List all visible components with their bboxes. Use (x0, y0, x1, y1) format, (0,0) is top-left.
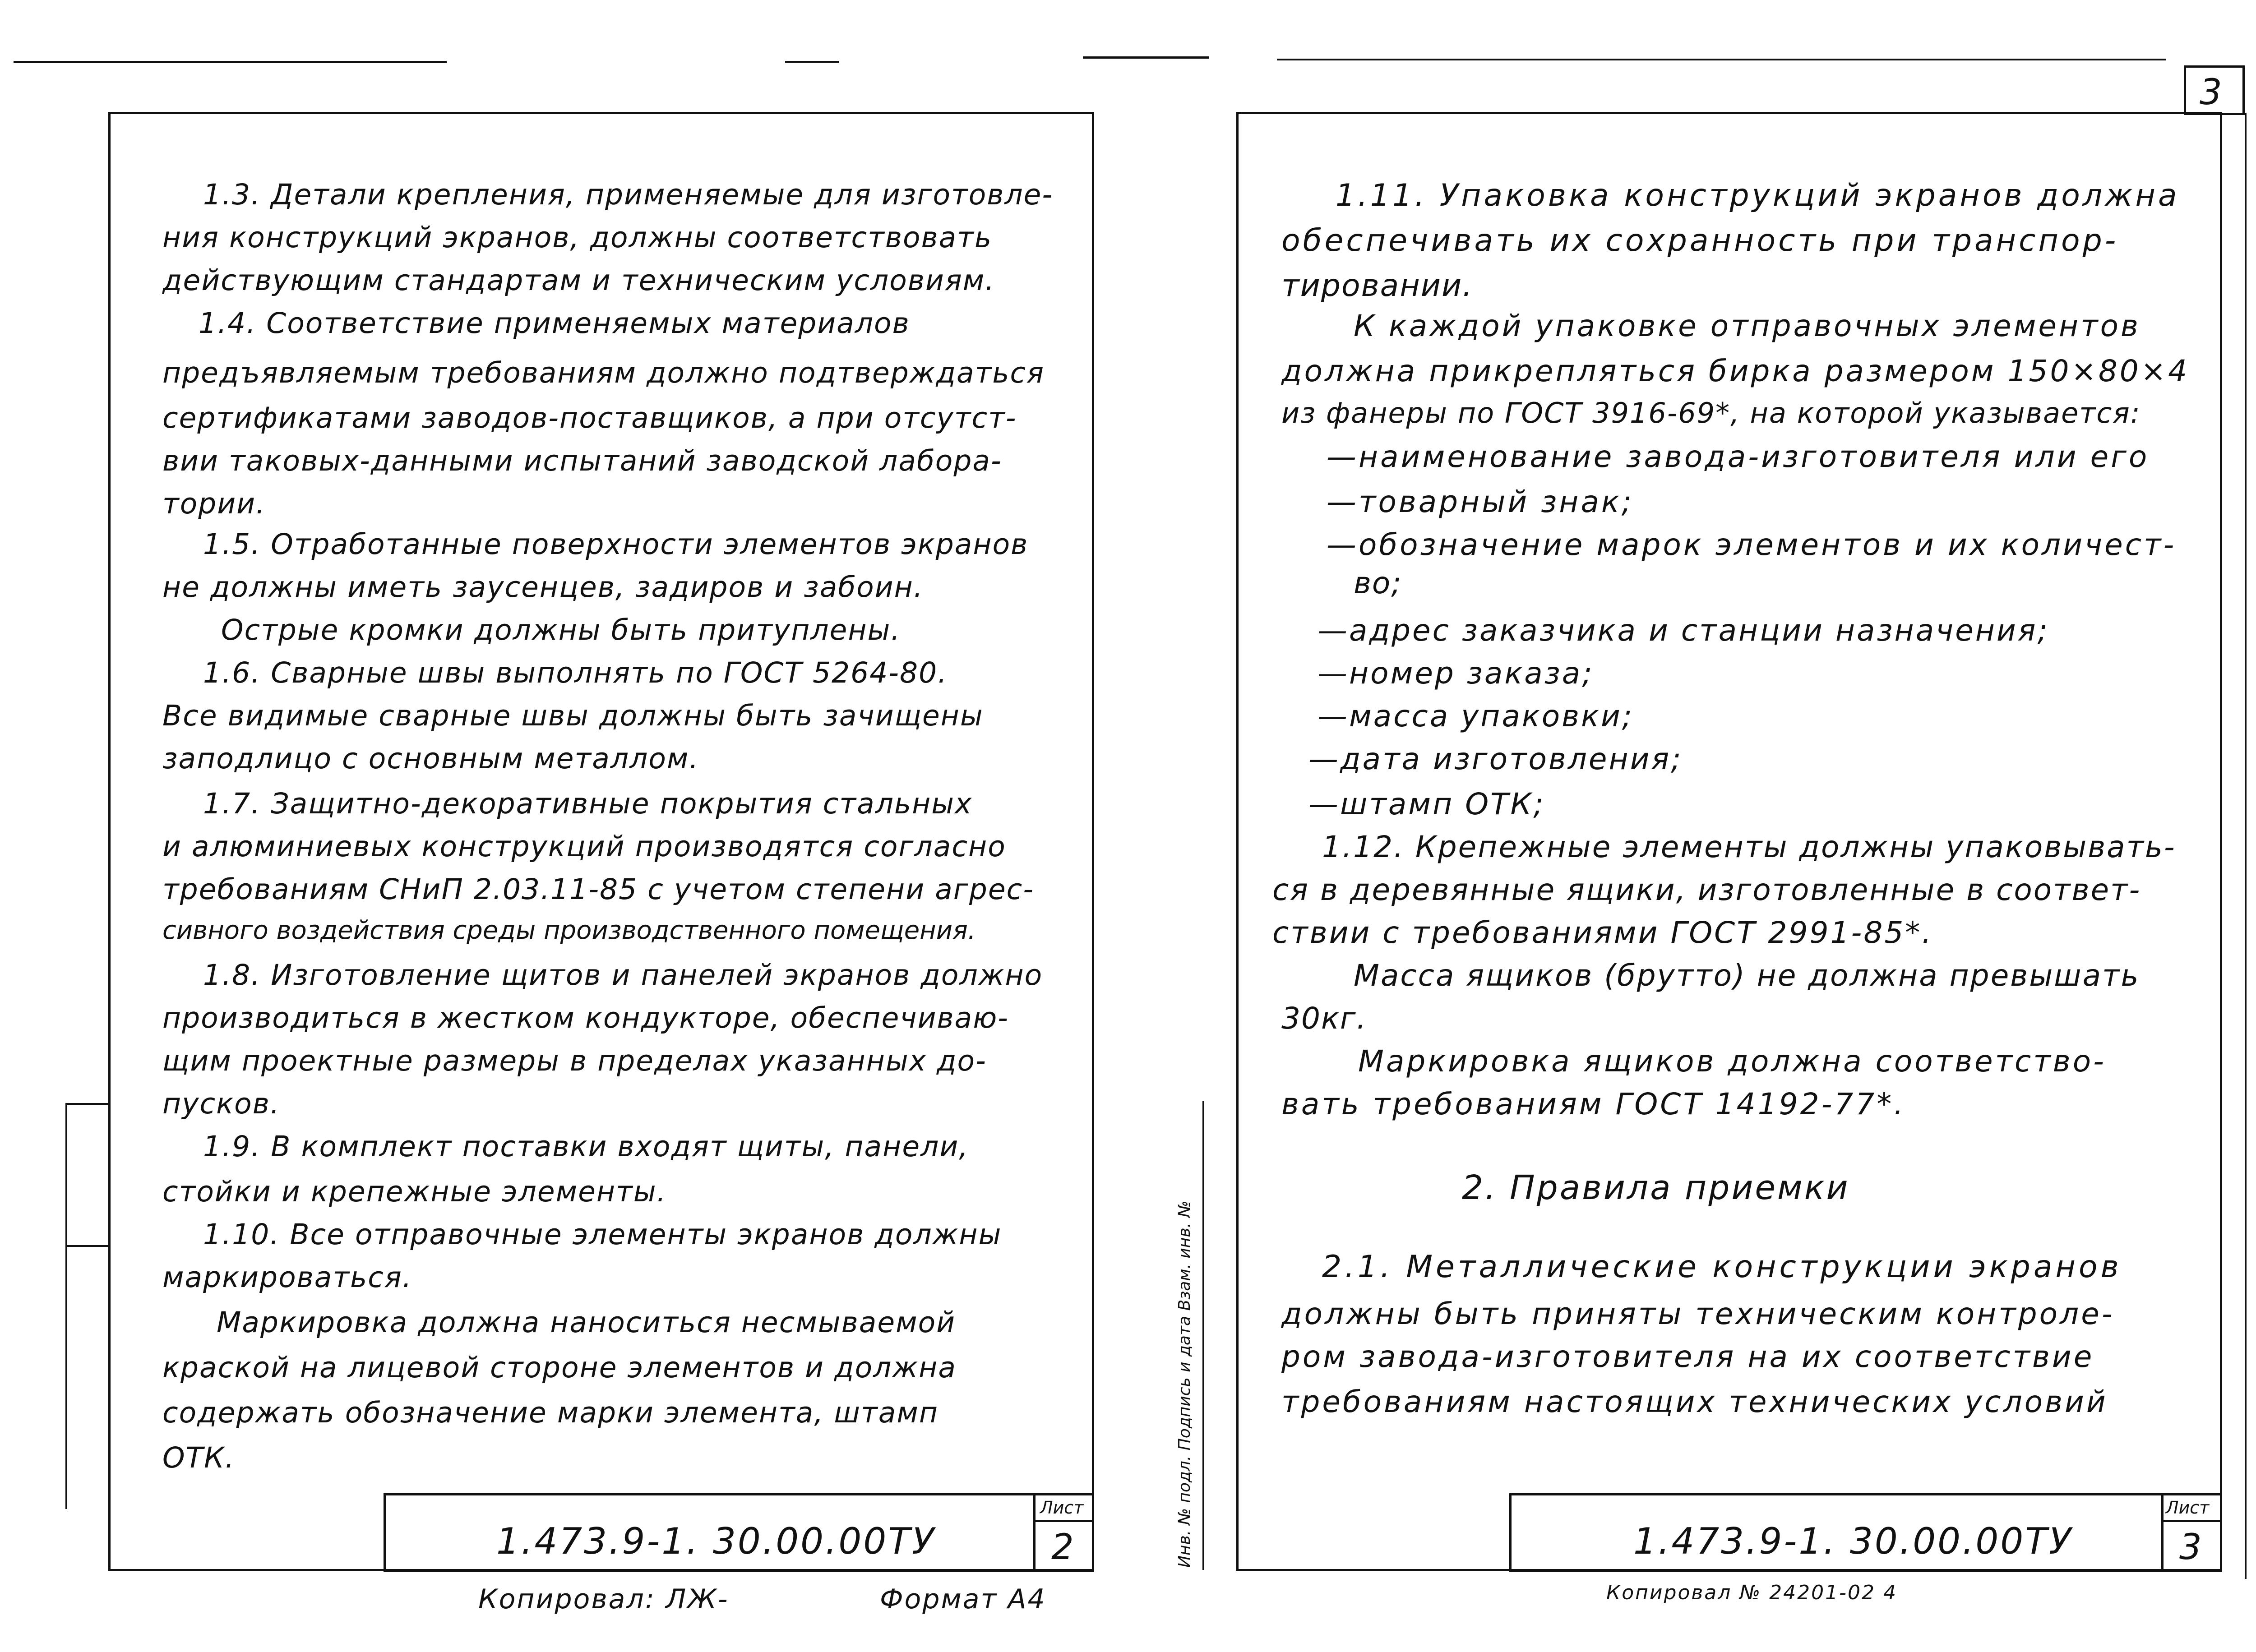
right-corner-page-number: 3 (2200, 72, 2222, 113)
right-line-24: 2.1. Металлические конструкции экранов (1322, 1249, 2122, 1285)
right-edge-line (2245, 113, 2247, 1579)
right-line-6: из фанеры по ГОСТ 3916-69*, на которой указывается: (1281, 397, 2141, 429)
top-rule-center (1083, 56, 1209, 59)
right-line-26: ром завода-изготовителя на их соответствие (1281, 1339, 2094, 1374)
right-sheet-number: 3 (2179, 1527, 2202, 1568)
right-line-16: 1.12. Крепежные элементы должны упаковывать- (1322, 830, 2176, 864)
left-line-18: сивного воздействия среды производственного помещения. (162, 916, 976, 945)
right-sheet-divider (2161, 1520, 2222, 1522)
right-line-5: должна прикрепляться бирка размером 150×80×4 (1281, 354, 2190, 388)
right-line-15: —штамп ОТК; (1308, 787, 1545, 821)
left-line-27: Маркировка должна наноситься несмываемой (217, 1306, 956, 1339)
left-binding-vline (65, 1103, 67, 1509)
right-line-21: Маркировка ящиков должна соответство- (1358, 1044, 2106, 1079)
left-binding-mark-2 (65, 1245, 111, 1247)
left-line-8: тории. (162, 487, 266, 520)
left-line-10: не должны иметь заусенцев, задиров и забоин. (162, 571, 924, 604)
right-line-3: тировании. (1281, 268, 1473, 304)
right-line-2: обеспечивать их сохранность при транспор- (1281, 223, 2119, 258)
left-line-4: 1.4. Соответствие применяемых материалов (199, 307, 910, 340)
left-line-6: сертификатами заводов-поставщиков, а при отсутст- (162, 401, 1017, 434)
right-line-1: 1.11. Упаковка конструкций экранов должна (1336, 178, 2180, 213)
right-stamp-code: 1.473.9-1. 30.00.00ТУ (1633, 1520, 2073, 1562)
left-line-30: ОТК. (162, 1441, 235, 1474)
top-rule-mid (785, 61, 839, 63)
left-line-13: Все видимые сварные швы должны быть зачищены (162, 699, 984, 732)
right-line-7: —наименование завода-изготовителя или его (1327, 439, 2150, 474)
right-line-14: —дата изготовления; (1308, 742, 1683, 776)
right-line-22: вать требованиям ГОСТ 14192-77*. (1281, 1087, 1906, 1121)
right-line-18: ствии с требованиями ГОСТ 2991-85*. (1272, 915, 1933, 950)
left-footer-copied: Копировал: ЛЖ- (478, 1583, 729, 1615)
right-line-4: К каждой упаковке отправочных элементов (1354, 309, 2140, 343)
left-line-9: 1.5. Отработанные поверхности элементов экранов (203, 528, 1029, 561)
left-footer-format: Формат А4 (880, 1583, 1046, 1615)
left-line-12: 1.6. Сварные швы выполнять по ГОСТ 5264-80. (203, 656, 948, 689)
right-line-13: —масса упаковки; (1318, 699, 1634, 734)
right-line-20: 30кг. (1281, 1001, 1367, 1036)
left-binding-mark-1 (65, 1103, 111, 1105)
left-line-28: краской на лицевой стороне элементов и должна (162, 1351, 957, 1384)
right-side-label: Инв. № подл. Подпись и дата Взам. инв. № (1175, 1200, 1194, 1568)
right-line-9: —обозначение марок элементов и их количест- (1327, 527, 2177, 562)
right-line-11: —адрес заказчика и станции назначения; (1318, 613, 2049, 648)
right-line-19: Масса ящиков (брутто) не должна превышать (1354, 958, 2140, 993)
left-line-19: 1.8. Изготовление щитов и панелей экранов должно (203, 959, 1043, 992)
left-line-7: вии таковых-данными испытаний заводской лабора- (162, 444, 1002, 477)
right-side-strip-line (1202, 1101, 1204, 1570)
left-line-24: стойки и крепежные элементы. (162, 1175, 667, 1208)
left-line-25: 1.10. Все отправочные элементы экранов должны (203, 1218, 1002, 1251)
left-line-16: и алюминиевых конструкций производятся согласно (162, 830, 1006, 863)
left-line-5: предъявляемым требованиям должно подтверждаться (162, 356, 1045, 389)
left-line-2: ния конструкций экранов, должны соответствовать (162, 221, 993, 254)
left-line-21: щим проектные размеры в пределах указанных до- (162, 1044, 987, 1077)
left-line-20: производиться в жестком кондукторе, обеспечиваю- (162, 1001, 1009, 1034)
right-line-25: должны быть приняты техническим контроле- (1281, 1297, 2115, 1331)
right-sheet-label: Лист (2166, 1498, 2210, 1518)
right-section-heading: 2. Правила приемки (1462, 1168, 1850, 1207)
left-line-17: требованиям СНиП 2.03.11-85 с учетом степени агрес- (162, 873, 1035, 906)
right-line-17: ся в деревянные ящики, изготовленные в соответ- (1272, 872, 2141, 907)
left-sheet-number: 2 (1051, 1527, 1074, 1568)
right-line-10: во; (1354, 566, 1402, 600)
left-line-11: Острые кромки должны быть притуплены. (221, 614, 901, 646)
left-line-15: 1.7. Защитно-декоративные покрытия стальных (203, 787, 973, 820)
right-line-8: —товарный знак; (1327, 485, 1634, 519)
left-line-29: содержать обозначение марки элемента, штамп (162, 1396, 939, 1429)
right-footer-text: Копировал № 24201-02 4 (1606, 1581, 1897, 1604)
left-line-23: 1.9. В комплект поставки входят щиты, панели, (203, 1130, 969, 1163)
left-sheet-label: Лист (1040, 1498, 1084, 1518)
left-line-14: заподлицо с основным металлом. (162, 742, 699, 775)
left-line-22: пусков. (162, 1087, 280, 1120)
left-sheet-divider (1033, 1520, 1094, 1522)
top-rule-right (1277, 59, 2166, 60)
left-line-3: действующим стандартам и техническим условиям. (162, 264, 995, 297)
left-line-1: 1.3. Детали крепления, применяемые для изготовле- (203, 178, 1054, 211)
left-line-26: маркироваться. (162, 1261, 412, 1294)
top-rule-left (14, 61, 447, 63)
left-stamp-code: 1.473.9-1. 30.00.00ТУ (496, 1520, 936, 1562)
right-line-12: —номер заказа; (1318, 656, 1594, 691)
right-line-27: требованиям настоящих технических условий (1281, 1384, 2108, 1419)
